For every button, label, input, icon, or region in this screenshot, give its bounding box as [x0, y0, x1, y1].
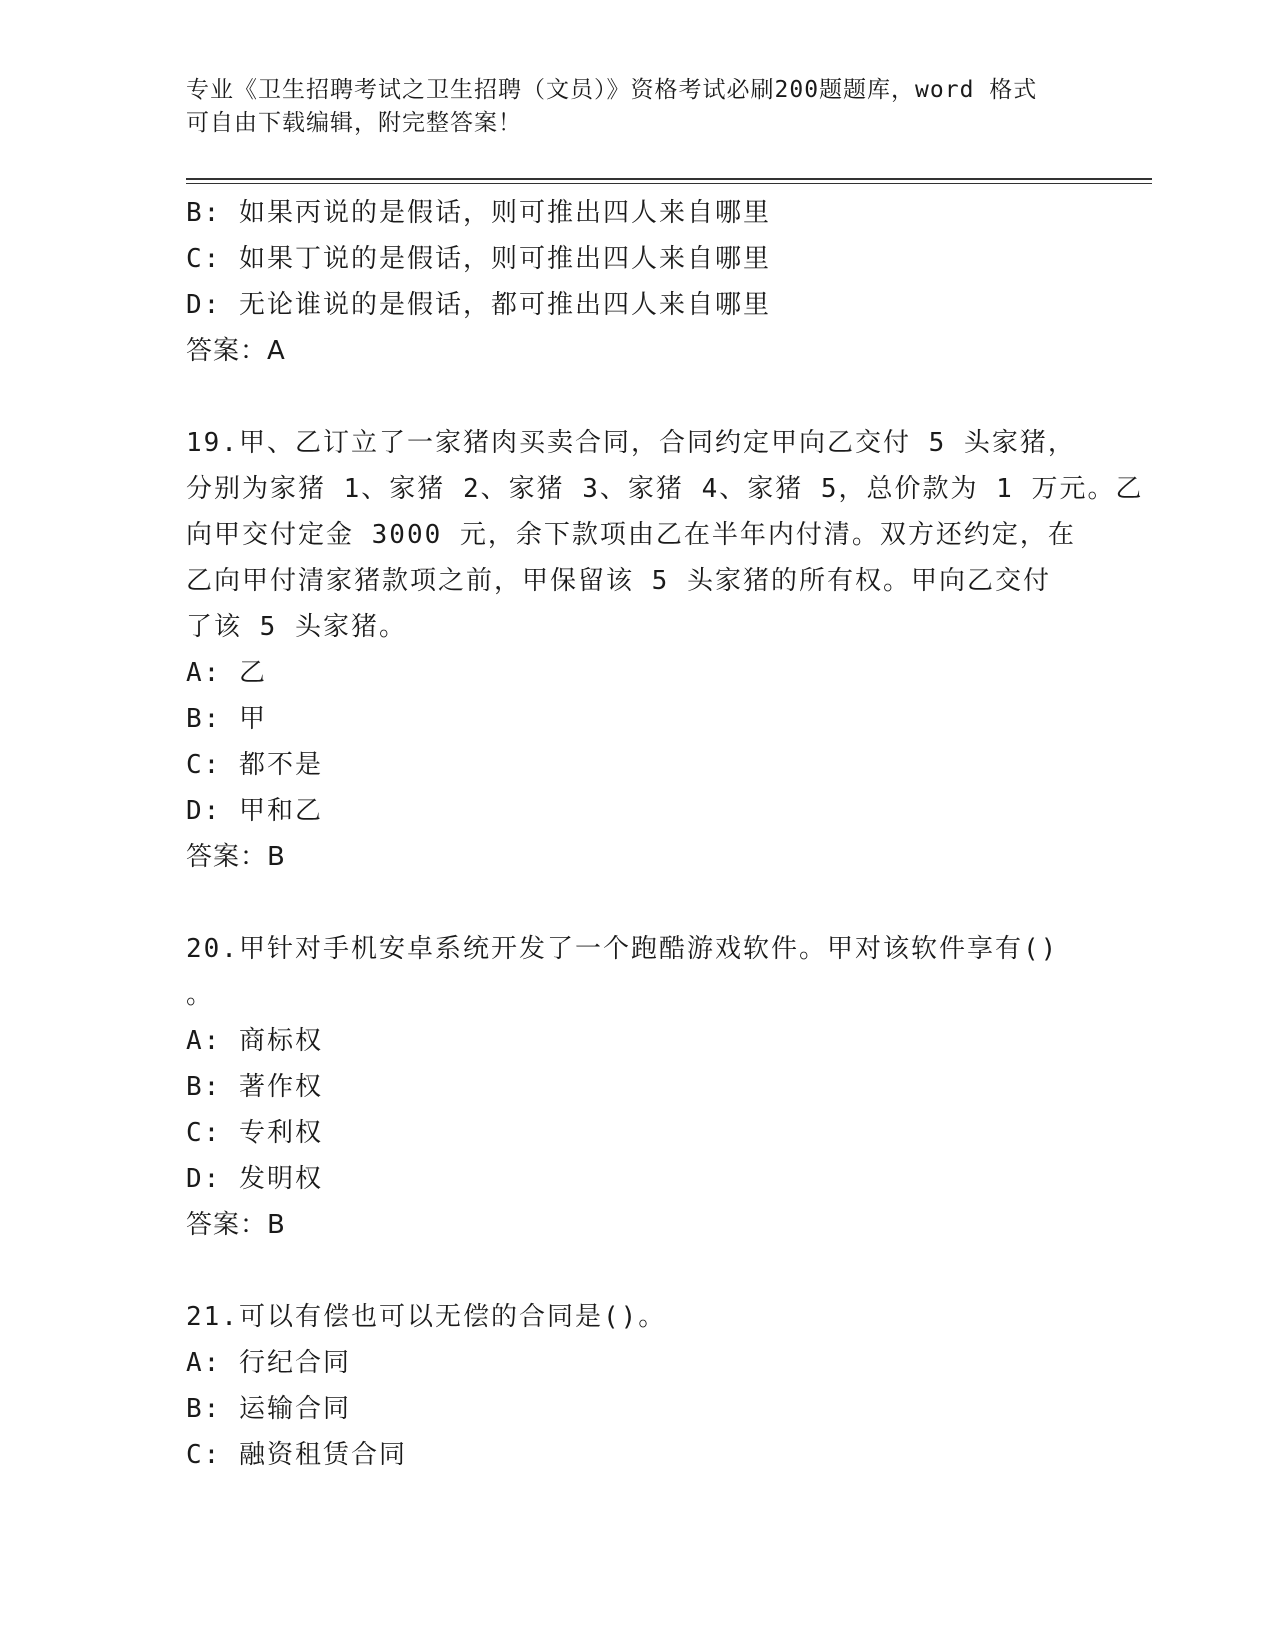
question-stem-line: 。 — [186, 980, 215, 1010]
option-d: D: 发明权 — [186, 1164, 323, 1194]
option-b: B: 著作权 — [186, 1072, 323, 1102]
question-stem-line: 21.可以有偿也可以无偿的合同是()。 — [186, 1302, 667, 1332]
question-stem-line: 分别为家猪 1、家猪 2、家猪 3、家猪 4、家猪 5，总价款为 1 万元。乙 — [186, 474, 1144, 504]
header-divider-thick — [186, 178, 1152, 180]
option-c: C: 融资租赁合同 — [186, 1440, 407, 1470]
answer-line: 答案：B — [186, 842, 286, 872]
document-header — [186, 74, 1086, 140]
option-a: A: 商标权 — [186, 1026, 323, 1056]
question-stem-line: 乙向甲付清家猪款项之前，甲保留该 5 头家猪的所有权。甲向乙交付 — [186, 566, 1051, 596]
question-stem-line: 20.甲针对手机安卓系统开发了一个跑酷游戏软件。甲对该软件享有() — [186, 934, 1059, 964]
question-19 — [186, 420, 1144, 880]
option-b: B: 如果丙说的是假话，则可推出四人来自哪里 — [186, 198, 771, 228]
question-stem-line: 向甲交付定金 3000 元，余下款项由乙在半年内付清。双方还约定，在 — [186, 520, 1076, 550]
option-b: B: 运输合同 — [186, 1394, 351, 1424]
option-b: B: 甲 — [186, 704, 267, 734]
answer-line: 答案：A — [186, 336, 286, 366]
answer-line: 答案：B — [186, 1210, 286, 1240]
question-stem-line: 19.甲、乙订立了一家猪肉买卖合同，合同约定甲向乙交付 5 头家猪， — [186, 428, 1076, 458]
option-d: D: 甲和乙 — [186, 796, 323, 826]
question-stem-line: 了该 5 头家猪。 — [186, 612, 407, 642]
option-a: A: 乙 — [186, 658, 267, 688]
option-d: D: 无论谁说的是假话，都可推出四人来自哪里 — [186, 290, 771, 320]
question-18-tail — [186, 190, 1086, 374]
header-line-1: 专业《卫生招聘考试之卫生招聘（文员）》资格考试必刷200题题库，word 格式 — [186, 77, 1038, 103]
option-c: C: 如果丁说的是假话，则可推出四人来自哪里 — [186, 244, 771, 274]
option-a: A: 行纪合同 — [186, 1348, 351, 1378]
header-line-2: 可自由下载编辑，附完整答案！ — [186, 110, 522, 136]
question-20 — [186, 926, 1086, 1248]
header-divider-thin — [186, 183, 1152, 184]
option-c: C: 专利权 — [186, 1118, 323, 1148]
question-content — [186, 190, 1144, 1478]
question-21 — [186, 1294, 1086, 1478]
option-c: C: 都不是 — [186, 750, 323, 780]
